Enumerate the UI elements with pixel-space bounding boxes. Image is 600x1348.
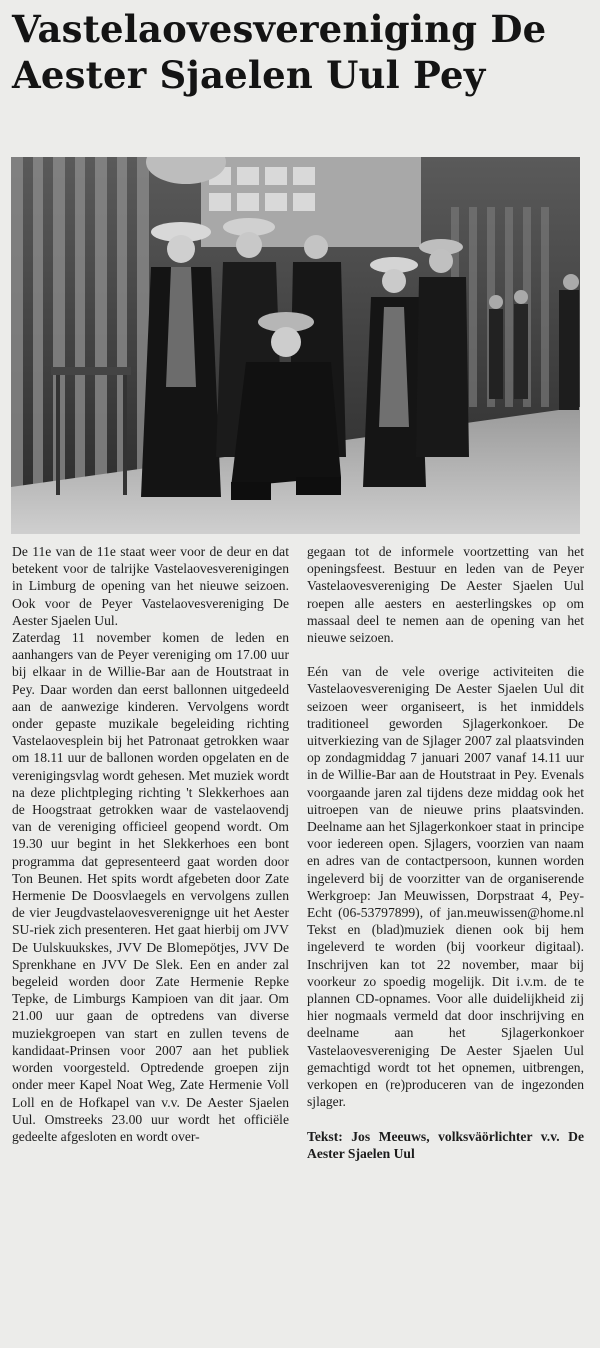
column-left [12, 543, 289, 1145]
paragraph: Zaterdag 11 november komen de leden en aanhangers van de Peyer vereniging om 17.00 uur bij elkaar in de Willie-Bar aan de Houtstraat in Pey. Daar worden dan eerst ballonnen uitgedeeld aan de aanwezige kinderen. Vervolgens wordt onder gepaste muzikale begeleiding richting Vastelaovesplein bij het Patronaat getrokken waar om 18.11 uur de ballonen worden opgelaten en de verenigingsvlag wordt gehesen. Met muziek wordt na deze plichtpleging richting 't Slekkerhoes aan de Hoogstraat getrokken waar de vastelaovendj van de vereniging officieel geopend wordt. Om 19.30 uur begint in het Slekkerhoes een bont programma dat gepresenteerd gaat worden door Ton Beunen. Het spits wordt afgebeten door Zate Hermenie De Doosvlaegels en vervolgens zullen de vier Jeugdvastelaovesverenignge uit het Aester SU-riek zich presenteren. Het gaat hierbij om JVV De Uulskuukskes, JVV De Blomepötjes, JVV De Sprenkhane en JVV De Slek. Een en ander zal begeleid worden door Zate Hermenie Repke Tepke, de Limburgs Kampioen van dit jaar. Om 21.00 uur gaan de optredens van diverse muziekgroepen van start en zullen tevens de kandidaat-Prinsen voor 2007 aan het publiek worden voorgesteld. Optredende groepen zijn onder meer Kapel Noat Weg, Zate Hermenie Voll Loll en de Hofkapel van v.v. De Aester Sjaelen Uul. Omstreeks 23.00 uur wordt het officiële gedeelte afgesloten en wordt over- [12, 630, 289, 1144]
headline: Vastelaovesvereniging De Aester Sjaelen Uul Pey [12, 7, 547, 97]
column-right [307, 543, 584, 1162]
author-credit: Tekst: Jos Meeuws, volksväörlichter v.v. De Aester Sjaelen Uul [307, 1128, 584, 1161]
paragraph: De 11e van de 11e staat weer voor de deur en dat betekent voor de talrijke Vastelaovesverenigingen in Limburg de opening van het nieuwe seizoen. Ook voor de Peyer Vastelaovesvereniging De Aester Sjaelen Uul. [12, 544, 289, 628]
group-photo-carnival-costumes [11, 157, 580, 534]
paragraph: Eén van de vele overige activiteiten die Vastelaovesvereniging De Aester Sjaelen Uul dit seizoen weer organiseert, is het inmiddels traditioneel geworden Sjlagerkonkoer. De uitverkiezing van de Sjlager 2007 zal plaatsvinden op zondagmiddag 7 januari 2007 vanaf 14.11 uur in de Willie-Bar aan de Houtstraat in Pey. Evenals voorgaande jaren zal tijdens deze middag ook het uitroepen van de nieuwe prins plaatsvinden. Deelname aan het Sjlagerkonkoer staat in principe voor iedereen open. Sjlagers, voorzien van naam en adres van de contactpersoon, kunnen worden ingeleverd bij de voorzitter van de organiserende Werkgroep: Jan Meuwissen, Dorpstraat 4, Pey-Echt (06-53797899), of jan.meuwissen@home.nl Tekst en (blad)muziek dienen ook bij hem ingeleverd te worden (bij voorkeur digitaal). Inschrijven kan tot 22 november, maar bij voorkeur zo spoedig mogelijk. Dit i.v.m. de te plannen CD-opnames. Voor alle duidelijkheid zij hier nogmaals vermeld dat door inschrijving en deelname aan het Sjlagerkonkoer Vastelaovesvereniging De Aester Sjaelen Uul gemachtigd wordt tot het opnemen, uitbrengen, verkopen en (re)produceren van de ingezonden sjlager. [307, 664, 584, 1110]
group-photo [11, 157, 580, 534]
paragraph: gegaan tot de informele voortzetting van het openingsfeest. Bestuur en leden van de Peyer Vastelaovesvereniging De Aester Sjaelen Uul roepen alle aesters en aesterlingskes op om massaal deel te nemen aan de opening van het nieuwe seizoen. [307, 544, 584, 646]
